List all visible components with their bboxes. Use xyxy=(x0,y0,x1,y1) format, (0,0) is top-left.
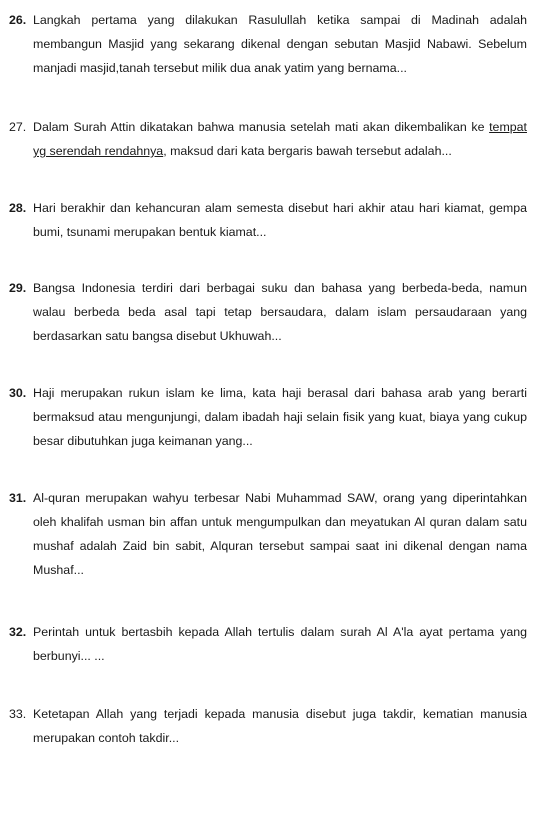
question-number: 31. xyxy=(9,491,27,505)
question-31 xyxy=(9,486,527,582)
question-text: Haji merupakan rukun islam ke lima, kata haji berasal dari bahasa arab yang berarti bermaksud atau mengunjungi, dalam ibadah haji selain fisik yang kuat, biaya yang cukup besar dibutuhkan juga keimanan yang... xyxy=(33,386,527,448)
question-28 xyxy=(9,196,527,244)
question-33 xyxy=(9,702,527,750)
question-text: Ketetapan Allah yang terjadi kepada manusia disebut juga takdir, kematian manusia merupakan contoh takdir... xyxy=(33,707,527,745)
question-text-before: Dalam Surah Attin dikatakan bahwa manusia setelah mati akan dikembalikan ke xyxy=(33,120,490,134)
underlined-phrase: tempat yg serendah rendahnya xyxy=(33,120,527,158)
question-30 xyxy=(9,381,527,453)
question-text xyxy=(33,115,527,163)
question-number: 30. xyxy=(9,386,27,400)
question-26 xyxy=(9,8,527,80)
question-32 xyxy=(9,620,527,668)
question-number: 32. xyxy=(9,625,27,639)
question-29 xyxy=(9,276,527,348)
question-text: Langkah pertama yang dilakukan Rasulullah ketika sampai di Madinah adalah membangun Masjid yang sekarang dikenal dengan sebutan Masjid Nabawi. Sebelum manjadi masjid,tanah tersebut milik dua anak yatim yang bernama... xyxy=(33,13,527,75)
question-number: 27. xyxy=(9,120,27,134)
question-number: 33. xyxy=(9,707,27,721)
question-27 xyxy=(9,115,527,163)
question-text: Bangsa Indonesia terdiri dari berbagai suku dan bahasa yang berbeda-beda, namun walau berbeda beda asal tapi tetap bersaudara, dalam islam persaudaraan yang berdasarkan satu bangsa disebut Ukhuwah... xyxy=(33,281,527,343)
question-number: 26. xyxy=(9,13,27,27)
question-number: 29. xyxy=(9,281,27,295)
question-text: Hari berakhir dan kehancuran alam semesta disebut hari akhir atau hari kiamat, gempa bumi, tsunami merupakan bentuk kiamat... xyxy=(33,201,527,239)
question-text: Al-quran merupakan wahyu terbesar Nabi Muhammad SAW, orang yang diperintahkan oleh khalifah usman bin affan untuk mengumpulkan dan meyatukan Al quran dalam satu mushaf adalah Zaid bin sabit, Alquran tersebut sampai saat ini dikenal dengan nama Mushaf... xyxy=(33,491,527,577)
question-number: 28. xyxy=(9,201,27,215)
question-text-after: , maksud dari kata bergaris bawah tersebut adalah... xyxy=(163,144,452,158)
question-text: Perintah untuk bertasbih kepada Allah tertulis dalam surah Al A'la ayat pertama yang berbunyi... ... xyxy=(33,625,527,663)
